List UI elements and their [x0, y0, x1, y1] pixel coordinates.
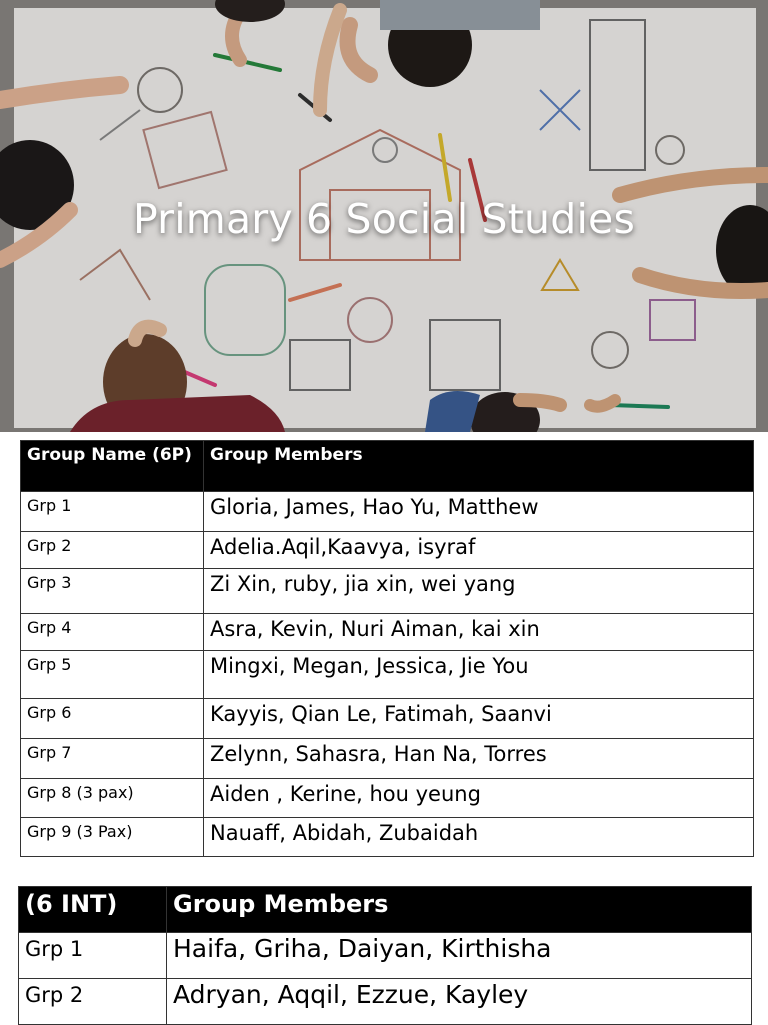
table-header-row [21, 441, 754, 492]
group-name-cell: Grp 4 [21, 614, 204, 651]
group-members-cell: Asra, Kevin, Nuri Aiman, kai xin [204, 614, 754, 651]
table-row [21, 492, 754, 532]
table-row [21, 779, 754, 818]
group-members-cell: Gloria, James, Hao Yu, Matthew [204, 492, 754, 532]
table-row [19, 979, 752, 1025]
group-name-cell: Grp 2 [19, 979, 167, 1025]
group-members-cell: Aiden , Kerine, hou yeung [204, 779, 754, 818]
group-name-cell: Grp 8 (3 pax) [21, 779, 204, 818]
group-name-cell: Grp 9 (3 Pax) [21, 818, 204, 857]
group-members-cell: Zi Xin, ruby, jia xin, wei yang [204, 569, 754, 614]
group-members-cell: Haifa, Griha, Daiyan, Kirthisha [167, 933, 752, 979]
table-row [21, 739, 754, 779]
table-row [21, 532, 754, 569]
group-name-cell: Grp 6 [21, 699, 204, 739]
table-row [21, 699, 754, 739]
group-name-cell: Grp 2 [21, 532, 204, 569]
group-name-cell: Grp 5 [21, 651, 204, 699]
table-row [21, 569, 754, 614]
group-name-cell: Grp 3 [21, 569, 204, 614]
group-name-cell: Grp 1 [19, 933, 167, 979]
hero-banner [0, 0, 768, 432]
group-members-cell: Mingxi, Megan, Jessica, Jie You [204, 651, 754, 699]
group-table-6p [20, 440, 754, 857]
group-name-cell: Grp 7 [21, 739, 204, 779]
group-members-cell: Adryan, Aqqil, Ezzue, Kayley [167, 979, 752, 1025]
group-table-6int [18, 886, 752, 1025]
group-members-cell: Kayyis, Qian Le, Fatimah, Saanvi [204, 699, 754, 739]
table-row [21, 614, 754, 651]
group-members-cell: Adelia.Aqil,Kaavya, isyraf [204, 532, 754, 569]
header-group-members: Group Members [204, 441, 754, 492]
header-class-name: (6 INT) [19, 887, 167, 933]
page-title: Primary 6 Social Studies [132, 195, 636, 243]
table-row [21, 651, 754, 699]
group-name-cell: Grp 1 [21, 492, 204, 532]
header-group-members: Group Members [167, 887, 752, 933]
header-group-name: Group Name (6P) [21, 441, 204, 492]
table-row [21, 818, 754, 857]
table-header-row [19, 887, 752, 933]
group-members-cell: Zelynn, Sahasra, Han Na, Torres [204, 739, 754, 779]
table-row [19, 933, 752, 979]
group-members-cell: Nauaff, Abidah, Zubaidah [204, 818, 754, 857]
